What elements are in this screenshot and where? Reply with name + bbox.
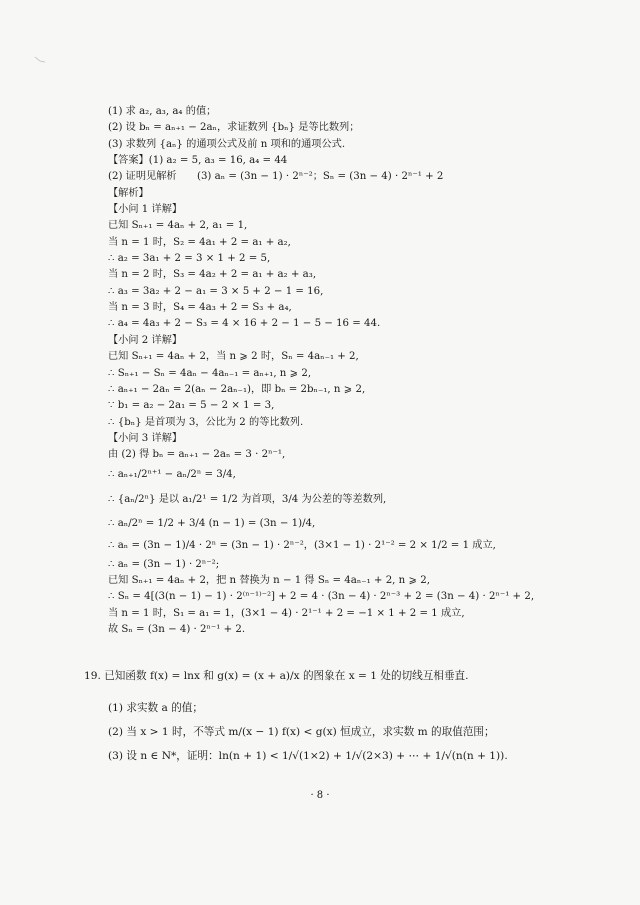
scan-mark [34,56,46,64]
solution-line: 已知 Sₙ₊₁ = 4aₙ + 2，当 n ⩾ 2 时，Sₙ = 4aₙ₋₁ + 2, [108,351,359,363]
solution-line: 当 n = 3 时，S₄ = 4a₃ + 2 = S₃ + a₄, [108,302,292,314]
solution-line: ∴ {aₙ/2ⁿ} 是以 a₁/2¹ = 1/2 为首项，3/4 为公差的等差数列, [108,493,387,505]
solution-line: ∴ Sₙ₊₁ − Sₙ = 4aₙ − 4aₙ₋₁ = aₙ₊₁, n ⩾ 2, [108,367,312,379]
solution-line: ∴ a₂ = 3a₁ + 2 = 3 × 1 + 2 = 5, [108,253,271,265]
solution-line: 故 Sₙ = (3n − 4) · 2ⁿ⁻¹ + 2. [108,623,246,635]
q19-part-2: (2) 当 x > 1 时，不等式 m/(x − 1) f(x) < g(x) 恒成立，求实数 m 的取值范围； [108,726,495,738]
answer-line-2: (2) 证明见解析 (3) aₙ = (3n − 1) · 2ⁿ⁻²；Sₙ = (3n − 4) · 2ⁿ⁻¹ + 2 [108,171,444,183]
solution-line: ∴ {bₙ} 是首项为 3，公比为 2 的等比数列. [108,416,304,428]
answer-line-1: 【答案】(1) a₂ = 5, a₃ = 16, a₄ = 44 [108,155,288,167]
solution-line: 由 (2) 得 bₙ = aₙ₊₁ − 2aₙ = 3 · 2ⁿ⁻¹, [108,449,286,461]
solution-line: ∴ Sₙ = 4[(3(n − 1) − 1) · 2⁽ⁿ⁻¹⁾⁻²] + 2 = 4 · (3n − 4) · 2ⁿ⁻³ + 2 = (3n − 4) · 2ⁿ⁻¹ + 2, [108,591,535,603]
q19-stem: 19. 已知函数 f(x) = lnx 和 g(x) = (x + a)/x 的图象在 x = 1 处的切线互相垂直. [84,670,469,682]
solution-line: ∴ aₙ = (3n − 1) · 2ⁿ⁻²; [108,558,220,570]
q18-part-1: (1) 求 a₂, a₃, a₄ 的值； [108,106,217,117]
solution-line: ∴ aₙ/2ⁿ = 1/2 + 3/4 (n − 1) = (3n − 1)/4, [108,517,316,529]
subquestion-3-heading: 【小问 3 详解】 [108,432,183,444]
subquestion-2-heading: 【小问 2 详解】 [108,334,183,346]
solution-line: ∴ aₙ = (3n − 1)/4 · 2ⁿ = (3n − 1) · 2ⁿ⁻²，(3×1 − 1) · 2¹⁻² = 2 × 1/2 = 1 成立, [108,539,496,551]
solution-line: 已知 Sₙ₊₁ = 4aₙ + 2, a₁ = 1, [108,220,248,232]
page-number: · 8 · [310,790,330,801]
analysis-heading: 【解析】 [108,187,149,199]
solution-line: 当 n = 1 时，S₂ = 4a₁ + 2 = a₁ + a₂, [108,236,291,248]
subquestion-1-heading: 【小问 1 详解】 [108,204,183,216]
solution-line: ∴ a₃ = 3a₂ + 2 − a₁ = 3 × 5 + 2 − 1 = 16, [108,285,324,297]
q19-part-1: (1) 求实数 a 的值； [108,702,203,714]
solution-line: 已知 Sₙ₊₁ = 4aₙ + 2，把 n 替换为 n − 1 得 Sₙ = 4aₙ₋₁ + 2, n ⩾ 2, [108,574,430,586]
solution-line: ∵ b₁ = a₂ − 2a₁ = 5 − 2 × 1 = 3, [108,400,275,412]
q18-part-3: (3) 求数列 {aₙ} 的通项公式及前 n 项和的通项公式. [108,138,346,150]
solution-line: ∴ aₙ₊₁ − 2aₙ = 2(aₙ − 2aₙ₋₁)，即 bₙ = 2bₙ₋₁, n ⩾ 2, [108,383,366,395]
question-19 [84,664,604,768]
solution-line: 当 n = 2 时，S₃ = 4a₂ + 2 = a₁ + a₂ + a₃, [108,269,317,281]
q18-part-2: (2) 设 bₙ = aₙ₊₁ − 2aₙ，求证数列 {bₙ} 是等比数列； [108,122,360,134]
solution-line: 当 n = 1 时，S₁ = a₁ = 1，(3×1 − 4) · 2¹⁻¹ + 2 = −1 × 1 + 2 = 1 成立, [108,607,465,619]
q19-part-3: (3) 设 n ∈ N*，证明：ln(n + 1) < 1/√(1×2) + 1/√(2×3) + ⋯ + 1/√(n(n + 1)). [108,750,508,762]
question-18-solution [108,104,588,638]
solution-line: ∴ a₄ = 4a₃ + 2 − S₃ = 4 × 16 + 2 − 1 − 5 − 16 = 44. [108,318,381,330]
solution-line: ∴ aₙ₊₁/2ⁿ⁺¹ − aₙ/2ⁿ = 3/4, [108,468,236,480]
